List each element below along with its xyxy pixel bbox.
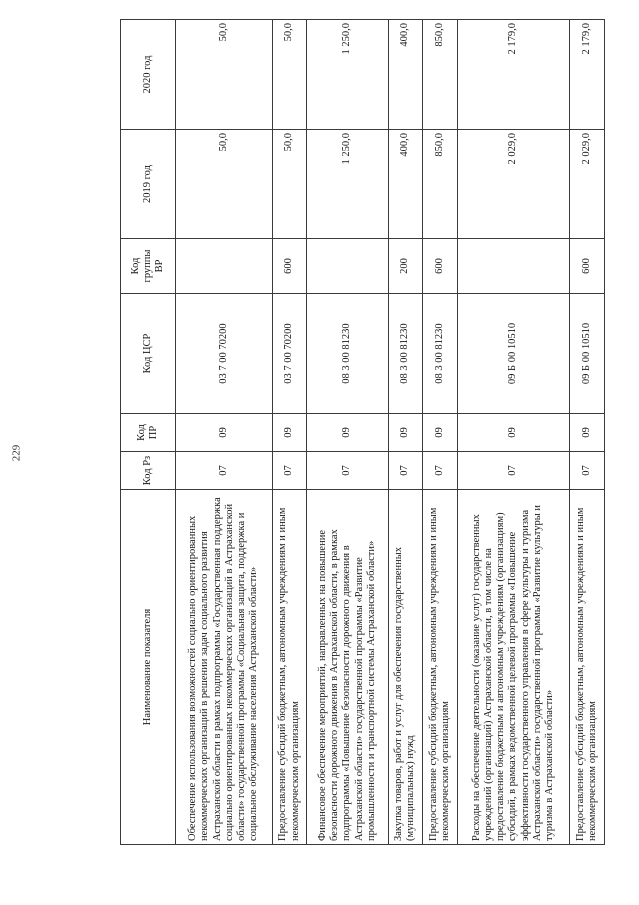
cell-csr: 09 Б 00 10510 bbox=[458, 294, 570, 414]
table-row bbox=[176, 20, 273, 845]
cell-2020: 2 179,0 bbox=[458, 20, 570, 130]
cell-name: Расходы на обеспечение деятельности (оказание услуг) государственных учреждений (организаций) Астраханской области, в том числе на предоставление бюджетным и автономным учреждениям (организациям) субсидий, в рамках ведомственной целевой программы «Повышение эффективности государственного управления в сфере культуры и туризма Астраханской области» государственной программы «Развитие культуры и туризма в Астраханской области» bbox=[458, 490, 570, 845]
cell-vr: 200 bbox=[388, 239, 423, 294]
header-name: Наименование показателя bbox=[121, 490, 176, 845]
header-2020: 2020 год bbox=[121, 20, 176, 130]
cell-rz: 07 bbox=[272, 452, 307, 490]
budget-table bbox=[120, 19, 605, 845]
cell-vr: 600 bbox=[423, 239, 458, 294]
cell-pr: 09 bbox=[570, 414, 605, 452]
cell-rz: 07 bbox=[388, 452, 423, 490]
cell-name: Обеспечение использования возможностей социально ориентированных некоммерческих организаций в решении задач социального развития Астраханской области в рамках подпрограммы «Государственная поддержка социально ориентированных некоммерческих организаций в Астраханской области» государственной программы «Социальная защита, поддержка и социальное обслуживание населения Астраханской области» bbox=[176, 490, 273, 845]
header-pr: Код ПР bbox=[121, 414, 176, 452]
cell-rz: 07 bbox=[176, 452, 273, 490]
page-number-text: 229 bbox=[10, 444, 22, 461]
table-row bbox=[423, 20, 458, 845]
cell-csr: 03 7 00 70200 bbox=[176, 294, 273, 414]
cell-2019: 50,0 bbox=[176, 130, 273, 239]
cell-csr: 08 3 00 81230 bbox=[423, 294, 458, 414]
cell-2019: 1 250,0 bbox=[307, 130, 388, 239]
cell-pr: 09 bbox=[388, 414, 423, 452]
cell-csr: 09 Б 00 10510 bbox=[570, 294, 605, 414]
header-vr: Код группы ВР bbox=[121, 239, 176, 294]
cell-rz: 07 bbox=[423, 452, 458, 490]
cell-name: Закупка товаров, работ и услуг для обеспечения государственных (муниципальных) нужд bbox=[388, 490, 423, 845]
header-rz: Код Рз bbox=[121, 452, 176, 490]
cell-pr: 09 bbox=[423, 414, 458, 452]
table-row bbox=[458, 20, 570, 845]
cell-vr bbox=[458, 239, 570, 294]
header-2019: 2019 год bbox=[121, 130, 176, 239]
cell-pr: 09 bbox=[272, 414, 307, 452]
header-csr: Код ЦСР bbox=[121, 294, 176, 414]
rotated-page bbox=[120, 0, 605, 905]
cell-2020: 1 250,0 bbox=[307, 20, 388, 130]
cell-2019: 400,0 bbox=[388, 130, 423, 239]
table-header-row bbox=[121, 20, 176, 845]
cell-vr: 600 bbox=[272, 239, 307, 294]
cell-2020: 2 179,0 bbox=[570, 20, 605, 130]
cell-name: Предоставление субсидий бюджетным, автономным учреждениям и иным некоммерческим организациям bbox=[570, 490, 605, 845]
cell-rz: 07 bbox=[570, 452, 605, 490]
table-row bbox=[570, 20, 605, 845]
cell-2019: 2 029,0 bbox=[570, 130, 605, 239]
cell-vr: 600 bbox=[570, 239, 605, 294]
cell-csr: 08 3 00 81230 bbox=[388, 294, 423, 414]
cell-2020: 50,0 bbox=[272, 20, 307, 130]
cell-2020: 850,0 bbox=[423, 20, 458, 130]
cell-name: Предоставление субсидий бюджетным, автономным учреждениям и иным некоммерческим организациям bbox=[272, 490, 307, 845]
cell-name: Предоставление субсидий бюджетным, автономным учреждениям и иным некоммерческим организациям bbox=[423, 490, 458, 845]
cell-pr: 09 bbox=[307, 414, 388, 452]
cell-2019: 2 029,0 bbox=[458, 130, 570, 239]
table-wrapper bbox=[120, 0, 605, 905]
cell-name: Финансовое обеспечение мероприятий, направленных на повышение безопасности дорожного движения в Астраханской области, в рамках подпрограммы «Повышение безопасности дорожного движения в Астраханской области» государственной программы «Развитие промышленности и транспортной системы Астраханской области» bbox=[307, 490, 388, 845]
cell-rz: 07 bbox=[458, 452, 570, 490]
table-row bbox=[307, 20, 388, 845]
cell-vr bbox=[176, 239, 273, 294]
page-number bbox=[0, 0, 32, 905]
cell-vr bbox=[307, 239, 388, 294]
cell-2020: 400,0 bbox=[388, 20, 423, 130]
cell-csr: 08 3 00 81230 bbox=[307, 294, 388, 414]
table-row bbox=[388, 20, 423, 845]
cell-rz: 07 bbox=[307, 452, 388, 490]
cell-2019: 850,0 bbox=[423, 130, 458, 239]
cell-2020: 50,0 bbox=[176, 20, 273, 130]
cell-pr: 09 bbox=[458, 414, 570, 452]
table-row bbox=[272, 20, 307, 845]
cell-pr: 09 bbox=[176, 414, 273, 452]
cell-2019: 50,0 bbox=[272, 130, 307, 239]
cell-csr: 03 7 00 70200 bbox=[272, 294, 307, 414]
